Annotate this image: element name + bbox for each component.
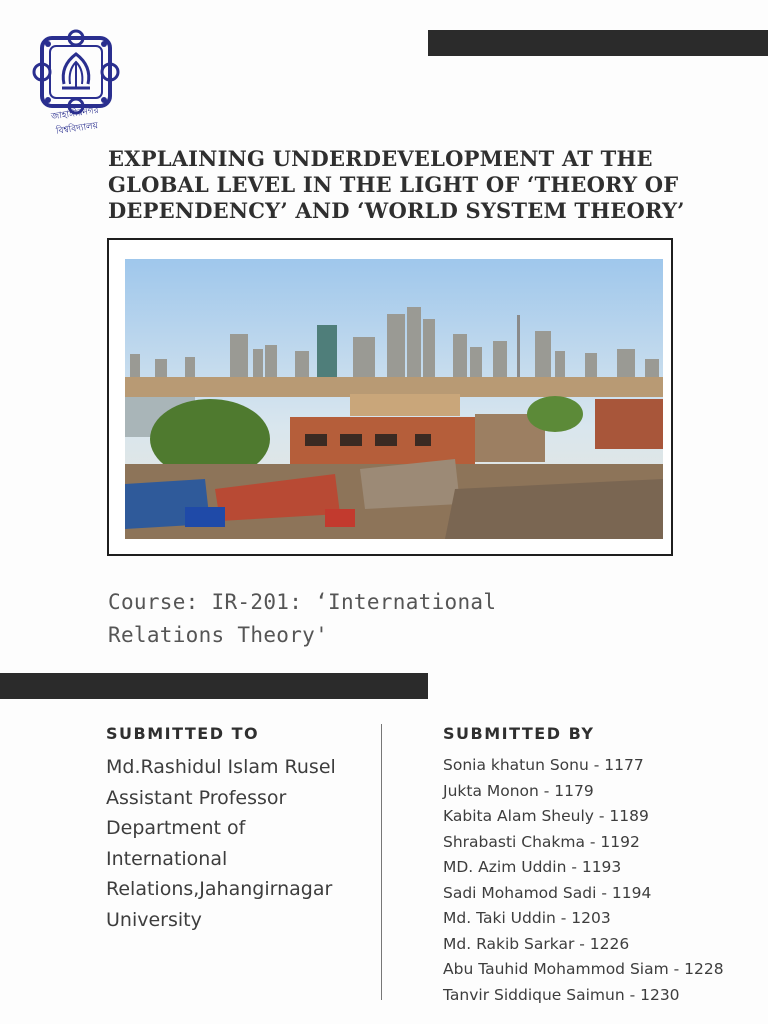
submitted-to-heading: SUBMITTED TO <box>106 724 260 743</box>
title-line: GLOBAL LEVEL IN THE LIGHT OF ‘THEORY OF <box>108 172 679 197</box>
group-member: Sonia khatun Sonu - 1177 <box>443 756 644 774</box>
submitted-by-heading: SUBMITTED BY <box>443 724 595 743</box>
title-line: EXPLAINING UNDERDEVELOPMENT AT THE <box>108 146 653 171</box>
group-member: Md. Taki Uddin - 1203 <box>443 909 611 927</box>
group-member: Jukta Monon - 1179 <box>443 781 594 800</box>
document-title <box>108 146 708 224</box>
group-member: Abu Tauhid Mohammod Siam - 1228 <box>443 960 724 978</box>
course-line: Relations Theory' <box>108 623 329 647</box>
university-name-caption: জাহাঙ্গীরনগর বিশ্ববিদ্যালয় <box>50 105 100 137</box>
course-info <box>108 586 538 652</box>
advisor-line: International <box>106 847 228 870</box>
group-members-list <box>443 753 763 1008</box>
group-member: Tanvir Siddique Saimun - 1230 <box>443 985 680 1004</box>
group-member: MD. Azim Uddin - 1193 <box>443 858 622 876</box>
advisor-details <box>106 752 368 935</box>
column-divider <box>381 724 382 1000</box>
top-decorative-bar <box>428 30 768 56</box>
advisor-line: Assistant Professor <box>106 786 287 809</box>
cover-photo-frame <box>107 238 673 556</box>
group-member: Shrabasti Chakma - 1192 <box>443 832 640 851</box>
section-decorative-bar <box>0 673 428 699</box>
cover-photo <box>125 259 663 539</box>
advisor-line: University <box>106 908 202 931</box>
group-member: Md. Rakib Sarkar - 1226 <box>443 934 630 953</box>
group-member: Sadi Mohamod Sadi - 1194 <box>443 883 652 902</box>
title-line: DEPENDENCY’ AND ‘WORLD SYSTEM THEORY’ <box>108 198 685 223</box>
advisor-line: Md.Rashidul Islam Rusel <box>106 756 336 778</box>
group-member: Kabita Alam Sheuly - 1189 <box>443 807 649 825</box>
course-line: Course: IR-201: ‘International <box>108 590 497 614</box>
advisor-line: Department of <box>106 817 246 839</box>
advisor-line: Relations,Jahangirnagar <box>106 878 333 900</box>
